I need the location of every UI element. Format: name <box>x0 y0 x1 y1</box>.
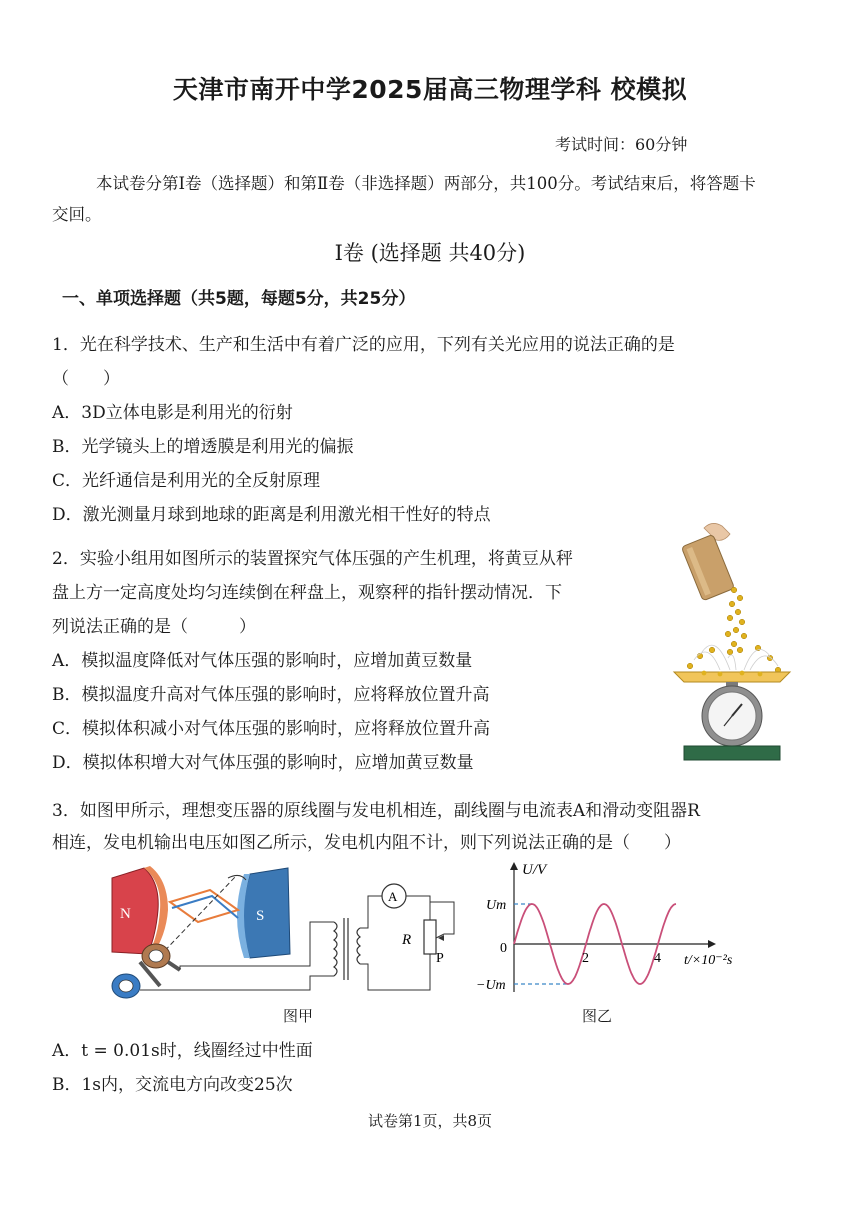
question-2-stem-line-2: 盘上方一定高度处均匀连续倒在秤盘上，观察秤的指针摆动情况．下 <box>52 583 562 603</box>
question-1-option-a[interactable]: A．3D立体电影是利用光的衍射 <box>52 403 293 423</box>
question-1-option-d[interactable]: D．激光测量月球到地球的距离是利用激光相干性好的特点 <box>52 505 491 525</box>
page-footer: 试卷第1页，共8页 <box>367 1112 493 1130</box>
figure-yi-caption: 图乙 <box>582 1007 613 1025</box>
question-1-option-c[interactable]: C．光纤通信是利用光的全反射原理 <box>52 471 321 491</box>
question-2-stem-line-3: 列说法正确的是（ ） <box>52 617 256 637</box>
question-2-option-b[interactable]: B．模拟温度升高对气体压强的影响时，应将释放位置升高 <box>52 685 490 705</box>
exam-time: 考试时间：60分钟 <box>555 135 688 154</box>
question-1-stem-line-2: （ ） <box>52 369 120 389</box>
magnet-s-label: S <box>256 908 265 924</box>
y-axis-label: U/V <box>522 862 547 878</box>
figure-yi-chart <box>474 856 764 998</box>
figure-jia-circuit <box>100 858 470 1008</box>
x-tick-4: 4 <box>654 951 661 966</box>
y-axis-arrow <box>510 862 518 870</box>
origin-label: 0 <box>500 941 507 956</box>
question-3-option-a[interactable]: A．t = 0.01s时，线圈经过中性面 <box>52 1041 313 1061</box>
question-2-option-c[interactable]: C．模拟体积减小对气体压强的影响时，应将释放位置升高 <box>52 719 491 739</box>
figure-jia-caption: 图甲 <box>283 1007 314 1025</box>
magnet-n-label: N <box>120 906 131 922</box>
instructions-line-1: 本试卷分第Ⅰ卷（选择题）和第Ⅱ卷（非选择题）两部分，共100分。考试结束后，将答题卡 <box>96 174 756 193</box>
bean-scale-figure <box>660 520 800 765</box>
question-2-stem-line-1: 2．实验小组用如图所示的装置探究气体压强的产生机理，将黄豆从秤 <box>52 549 573 569</box>
x-axis-arrow <box>708 940 716 948</box>
instructions-line-2: 交回。 <box>52 205 102 224</box>
question-3-stem-line-2: 相连，发电机输出电压如图乙所示，发电机内阻不计，则下列说法正确的是（ ） <box>52 833 681 853</box>
exam-title: 天津市南开中学2025届高三物理学科 校模拟 <box>172 75 688 104</box>
question-1-stem-line-1: 1．光在科学技术、生产和生活中有着广泛的应用，下列有关光应用的说法正确的是 <box>52 335 675 355</box>
section-title: 一、单项选择题（共5题，每题5分，共25分） <box>62 289 416 309</box>
question-3-stem-line-1: 3．如图甲所示，理想变压器的原线圈与发电机相连，副线圈与电流表A和滑动变阻器R <box>52 801 700 821</box>
exam-instructions <box>52 168 822 230</box>
x-axis-label: t/×10⁻²s <box>684 953 733 968</box>
part-one-title: Ⅰ卷 (选择题 共40分) <box>334 241 526 265</box>
question-2-option-a[interactable]: A．模拟温度降低对气体压强的影响时，应增加黄豆数量 <box>52 651 473 671</box>
question-3-option-b[interactable]: B．1s内，交流电方向改变25次 <box>52 1075 293 1095</box>
question-1-option-b[interactable]: B．光学镜头上的增透膜是利用光的偏振 <box>52 437 354 457</box>
x-tick-2: 2 <box>582 951 589 966</box>
ammeter-label: A <box>388 889 398 904</box>
y-tick-neg-um: −Um <box>476 978 506 993</box>
question-2-option-d[interactable]: D．模拟体积增大对气体压强的影响时，应增加黄豆数量 <box>52 753 474 773</box>
slider-label: P <box>436 951 444 966</box>
y-tick-um: Um <box>486 898 507 913</box>
resistor-label: R <box>402 932 412 948</box>
